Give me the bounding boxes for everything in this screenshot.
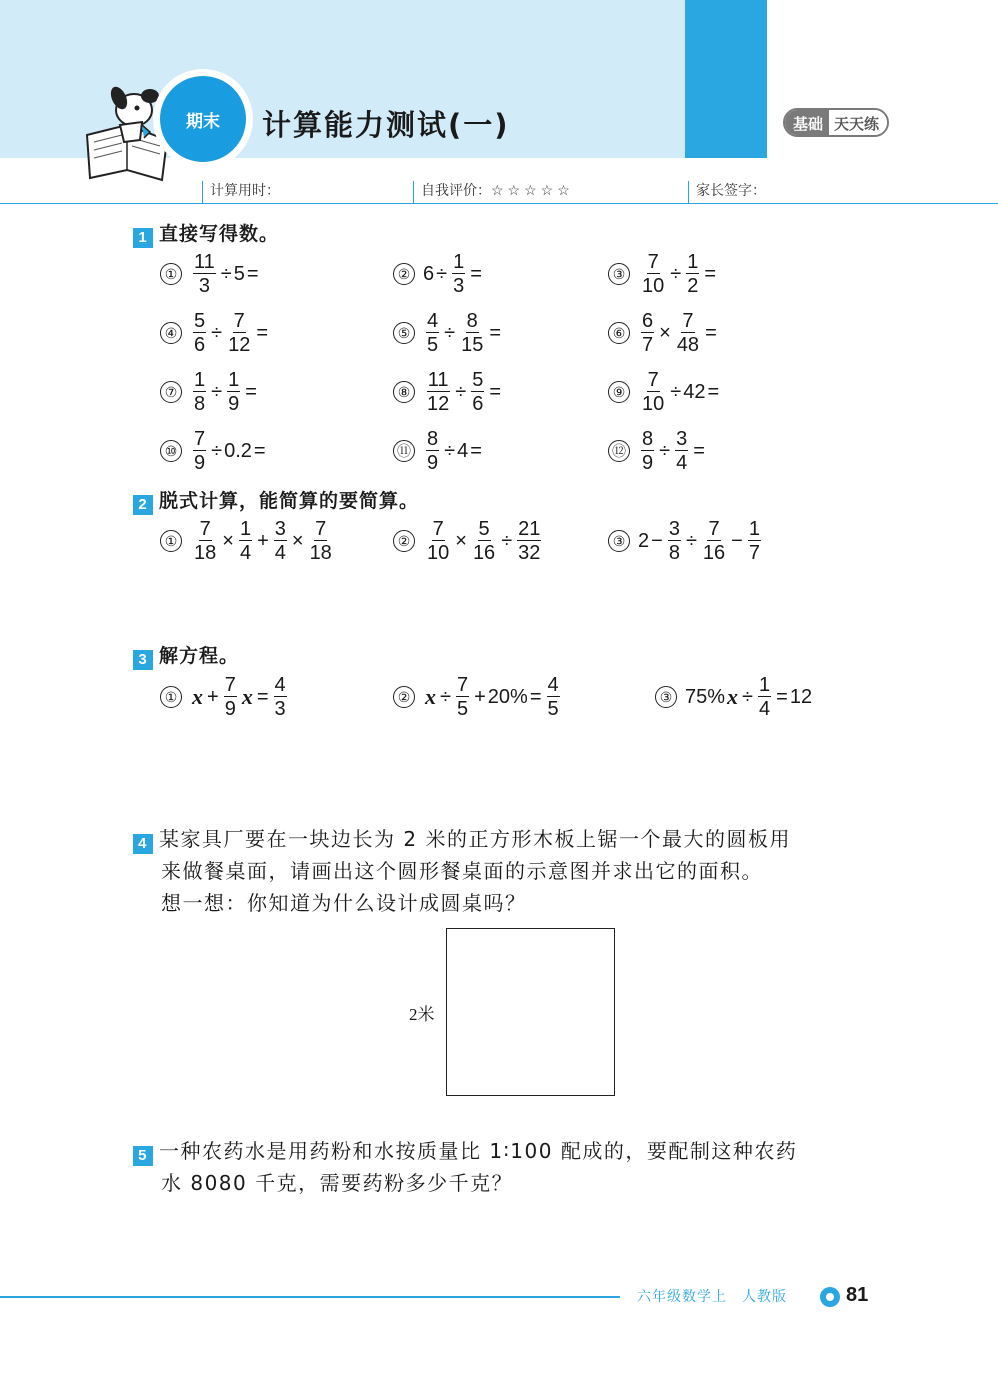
problem-item	[608, 519, 764, 563]
problem-number: ⑤	[393, 322, 415, 344]
operator: ÷	[444, 321, 456, 344]
numerator: 7	[647, 369, 659, 391]
numerator: 11	[427, 369, 449, 391]
operator: ×	[455, 529, 467, 552]
parent-signature-field[interactable]	[688, 181, 766, 203]
numerator: 8	[427, 428, 439, 450]
section-5-line-1: 一种农药水是用药粉和水按质量比 1∶100 配成的，要配制这种农药	[159, 1139, 798, 1163]
page-number: 81	[846, 1284, 869, 1306]
operator: ÷	[436, 262, 448, 285]
fraction	[517, 519, 541, 563]
fraction	[274, 675, 287, 719]
operator: +	[257, 529, 269, 552]
problem-item	[393, 519, 544, 563]
footer-book-label: 六年级数学上 人教版	[637, 1289, 787, 1305]
denominator: 8	[668, 542, 680, 564]
denominator: 5	[427, 334, 439, 356]
fraction	[193, 252, 216, 296]
denominator: 7	[748, 542, 760, 564]
badge-right: 天天练	[829, 110, 887, 135]
problem-item	[608, 311, 719, 355]
numerator: 8	[642, 428, 654, 450]
section-tag: 期末	[160, 76, 246, 162]
operator: =	[776, 685, 788, 708]
section-number: 1	[133, 228, 153, 248]
numerator: 4	[274, 674, 286, 696]
operator: ÷	[670, 262, 682, 285]
fraction	[193, 370, 206, 414]
denominator: 10	[642, 393, 665, 415]
denominator: 3	[453, 275, 465, 297]
series-badge	[783, 108, 889, 137]
number: 4	[457, 439, 469, 462]
fraction	[472, 519, 496, 563]
footer-dot-icon	[820, 1287, 840, 1307]
problem-number: ③	[608, 530, 630, 552]
operator: ÷	[455, 380, 467, 403]
section-2-heading	[133, 486, 419, 515]
operator: =	[489, 380, 502, 403]
numerator: 5	[194, 310, 206, 332]
number: 42	[683, 380, 706, 403]
variable: x	[425, 684, 436, 709]
section-5-line-2: 水 8080 千克，需要药粉多少千克？	[161, 1171, 514, 1195]
denominator: 5	[456, 698, 469, 720]
numerator: 7	[199, 518, 211, 540]
section-number: 2	[133, 495, 153, 515]
fraction	[309, 519, 333, 563]
section-title: 直接写得数。	[159, 223, 280, 245]
operator: ×	[659, 321, 671, 344]
fraction	[224, 675, 237, 719]
section-title: 脱式计算，能简算的要简算。	[159, 490, 420, 512]
operator: ÷	[211, 321, 223, 344]
number: 5	[233, 262, 245, 285]
operator: −	[731, 529, 743, 552]
denominator: 9	[427, 452, 439, 474]
operator: +	[207, 685, 219, 708]
numerator: 3	[274, 518, 286, 540]
fraction	[547, 675, 560, 719]
time-used-label: 计算用时：	[210, 183, 280, 199]
numerator: 4	[427, 310, 439, 332]
fraction	[426, 311, 439, 355]
variable: x	[192, 684, 203, 709]
operator: ÷	[440, 685, 451, 708]
number: 20%	[487, 685, 528, 708]
problem-number: ⑥	[608, 322, 630, 344]
numerator: 5	[472, 369, 484, 391]
denominator: 12	[427, 393, 450, 415]
operator: ÷	[685, 529, 697, 552]
denominator: 8	[194, 393, 206, 415]
problem-item	[608, 252, 718, 296]
numerator: 6	[642, 310, 654, 332]
section-number: 3	[133, 650, 153, 670]
denominator: 9	[228, 393, 240, 415]
fraction	[641, 429, 654, 473]
problem-number: ⑧	[393, 381, 415, 403]
fraction	[471, 370, 484, 414]
operator: =	[707, 380, 720, 403]
operator: ÷	[659, 439, 671, 462]
numerator: 1	[228, 369, 240, 391]
denominator: 6	[472, 393, 484, 415]
problem-item	[160, 252, 261, 296]
denominator: 6	[194, 334, 206, 356]
fraction	[460, 311, 484, 355]
numerator: 7	[432, 518, 444, 540]
operator: =	[256, 321, 269, 344]
denominator: 18	[194, 542, 217, 564]
fraction	[686, 252, 699, 296]
operator: =	[256, 685, 269, 708]
numerator: 3	[676, 428, 688, 450]
denominator: 3	[274, 698, 286, 720]
numerator: 4	[547, 674, 559, 696]
numerator: 1	[194, 369, 206, 391]
self-evaluation-field[interactable]	[413, 181, 574, 203]
problem-item	[160, 311, 270, 355]
numerator: 7	[224, 674, 236, 696]
fraction	[641, 311, 654, 355]
section-4-line-1: 某家具厂要在一块边长为 2 米的正方形木板上锯一个最大的圆板用	[159, 827, 791, 851]
fraction	[452, 252, 465, 296]
numerator: 1	[687, 251, 699, 273]
fraction	[193, 519, 217, 563]
fraction	[193, 429, 206, 473]
fraction	[641, 370, 665, 414]
number: 75%	[685, 685, 726, 708]
number: 0.2	[224, 439, 252, 462]
info-bar	[0, 178, 998, 204]
denominator: 48	[676, 334, 700, 356]
operator: +	[474, 685, 486, 708]
fraction	[456, 675, 469, 719]
problem-number: ②	[393, 263, 415, 285]
denominator: 16	[702, 542, 726, 564]
time-used-field[interactable]	[202, 181, 280, 203]
operator: ÷	[211, 439, 223, 462]
operator: =	[245, 380, 257, 403]
fraction	[675, 429, 688, 473]
numerator: 7	[194, 428, 206, 450]
variable: x	[727, 684, 739, 709]
problem-item	[393, 311, 503, 355]
section-number: 5	[133, 1146, 153, 1166]
problem-item	[160, 429, 268, 473]
denominator: 4	[759, 698, 771, 720]
problem-number: ⑨	[608, 381, 630, 403]
problem-item	[393, 429, 484, 473]
numerator: 7	[456, 674, 469, 696]
denominator: 16	[472, 542, 496, 564]
problem-item	[655, 675, 812, 719]
section-3-heading	[133, 641, 239, 670]
problem-number: ②	[393, 530, 415, 552]
operator: ×	[291, 529, 304, 552]
number: 6	[423, 262, 435, 285]
self-evaluation-label: 自我评价：	[421, 183, 491, 199]
problem-number: ①	[160, 530, 182, 552]
variable: x	[241, 684, 253, 709]
denominator: 2	[687, 275, 699, 297]
fraction	[426, 370, 450, 414]
fraction	[676, 311, 700, 355]
fraction	[227, 370, 240, 414]
problem-item	[160, 370, 259, 414]
numerator: 5	[478, 518, 490, 540]
rating-stars[interactable]: ☆☆☆☆☆	[491, 183, 574, 199]
problem-number: ⑩	[160, 440, 182, 462]
problem-number: ④	[160, 322, 182, 344]
operator: ÷	[211, 380, 223, 403]
header-accent-bar	[685, 0, 767, 158]
fraction	[641, 252, 665, 296]
fraction	[227, 311, 251, 355]
problem-item	[393, 252, 484, 296]
problem-item	[608, 429, 707, 473]
problem-item	[393, 370, 503, 414]
fraction	[426, 429, 439, 473]
fraction	[748, 519, 761, 563]
problem-number: ①	[160, 263, 182, 285]
operator: =	[246, 262, 259, 285]
section-title: 解方程。	[159, 645, 240, 667]
problem-number: ⑫	[608, 440, 630, 462]
operator: =	[704, 262, 717, 285]
fraction	[426, 519, 450, 563]
numerator: 11	[194, 251, 215, 273]
denominator: 7	[642, 334, 654, 356]
badge-left: 基础	[785, 110, 829, 135]
section-4-line-2: 来做餐桌面，请画出这个圆形餐桌面的示意图并求出它的面积。	[161, 859, 763, 883]
operator: ÷	[501, 529, 513, 552]
operator: ×	[222, 529, 234, 552]
denominator: 4	[239, 542, 252, 564]
denominator: 5	[547, 698, 559, 720]
problem-number: ⑦	[160, 381, 182, 403]
numerator: 8	[466, 310, 478, 332]
fraction	[239, 519, 252, 563]
numerator: 1	[748, 518, 760, 540]
numerator: 7	[647, 251, 659, 273]
denominator: 15	[461, 334, 484, 356]
denominator: 9	[642, 452, 654, 474]
parent-signature-label: 家长签字：	[696, 183, 766, 199]
operator: =	[470, 262, 482, 285]
denominator: 9	[224, 698, 236, 720]
numerator: 1	[759, 674, 771, 696]
fraction	[668, 519, 681, 563]
problem-item	[393, 675, 563, 719]
number: 12	[789, 685, 813, 708]
operator: =	[253, 439, 266, 462]
operator: ÷	[444, 439, 456, 462]
denominator: 10	[642, 275, 665, 297]
numerator: 7	[233, 310, 245, 332]
numerator: 1	[453, 251, 465, 273]
denominator: 4	[274, 542, 286, 564]
operator: ÷	[742, 685, 754, 708]
operator: =	[529, 685, 542, 708]
operator: −	[651, 529, 663, 552]
problem-number: ⑪	[393, 440, 415, 462]
denominator: 3	[198, 275, 210, 297]
operator: =	[693, 439, 705, 462]
footer-rule	[0, 1296, 620, 1298]
operator: ÷	[220, 262, 232, 285]
numerator: 7	[708, 518, 720, 540]
denominator: 4	[676, 452, 688, 474]
page-title: 计算能力测试(一)	[262, 108, 510, 142]
section-number: 4	[133, 834, 153, 854]
problem-number: ①	[160, 686, 182, 708]
number: 2	[638, 529, 650, 552]
problem-item	[608, 370, 721, 414]
problem-item	[160, 675, 290, 719]
denominator: 18	[309, 542, 332, 564]
fraction	[274, 519, 287, 563]
numerator: 7	[315, 518, 327, 540]
fraction	[193, 311, 206, 355]
denominator: 9	[194, 452, 206, 474]
problem-number: ③	[608, 263, 630, 285]
numerator: 7	[682, 310, 694, 332]
numerator: 21	[518, 518, 541, 540]
section-4-text	[133, 824, 791, 854]
fraction	[758, 675, 771, 719]
operator: ÷	[670, 380, 682, 403]
denominator: 32	[518, 542, 541, 564]
operator: =	[705, 321, 717, 344]
section-5-text	[133, 1136, 797, 1166]
fraction	[702, 519, 726, 563]
operator: =	[489, 321, 502, 344]
numerator: 1	[239, 518, 252, 540]
operator: =	[470, 439, 482, 462]
denominator: 12	[228, 334, 251, 356]
denominator: 10	[427, 542, 450, 564]
problem-number: ②	[393, 686, 415, 708]
problem-number: ③	[655, 686, 677, 708]
drawing-square[interactable]	[446, 928, 615, 1096]
section-1-heading	[133, 219, 279, 248]
section-4-line-3: 想一想：你知道为什么设计成圆桌吗？	[161, 891, 527, 915]
square-side-label: 2米	[409, 1005, 435, 1024]
numerator: 3	[668, 518, 680, 540]
problem-item	[160, 519, 336, 563]
